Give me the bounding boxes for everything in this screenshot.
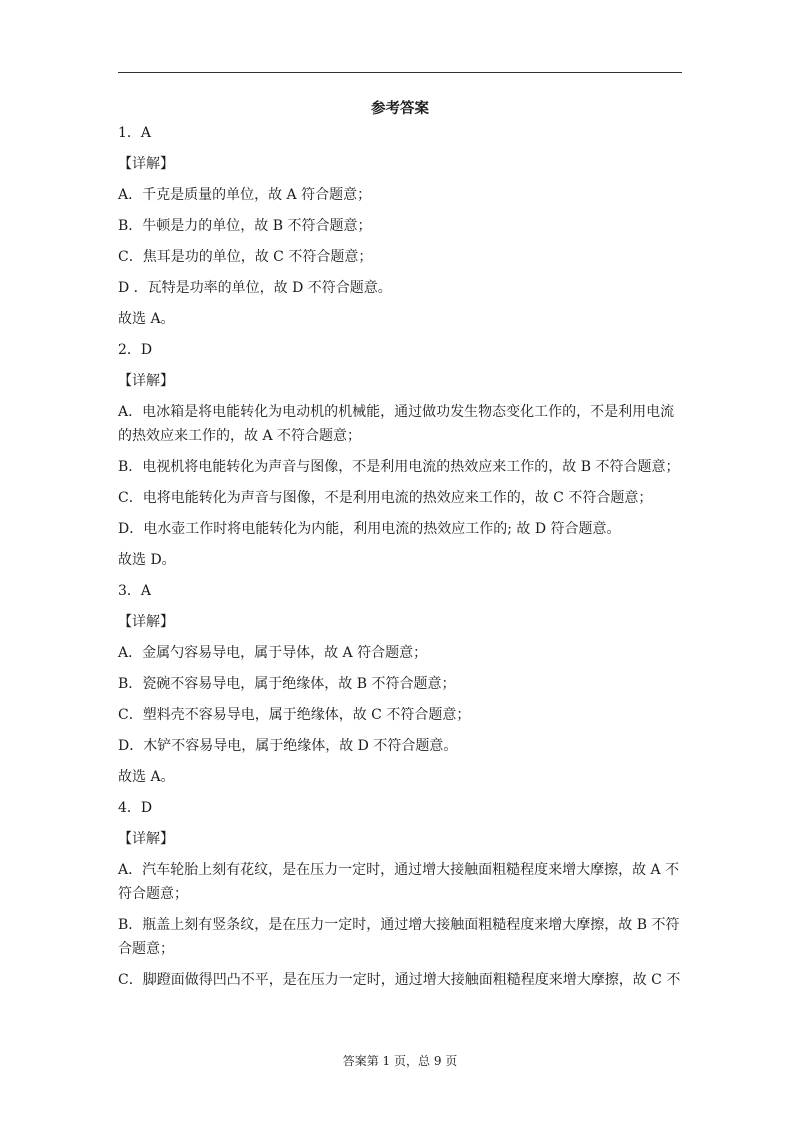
answer-line: A．金属勺容易导电，属于导体，故 A 符合题意； [118, 645, 428, 661]
answer-line: 故选 A。 [118, 311, 175, 327]
answer-line: B．瓶盖上刻有竖条纹，是在压力一定时，通过增大接触面粗糙程度来增大摩擦，故 B 不符 [118, 917, 680, 933]
answer-line: D．电水壶工作时将电能转化为内能，利用电流的热效应工作的; 故 D 符合题意。 [118, 521, 621, 537]
answer-line: 3．A [118, 583, 152, 599]
answer-line: C．焦耳是功的单位，故 C 不符合题意； [118, 249, 373, 265]
answer-line: D．木铲不容易导电，属于绝缘体，故 D 不符合题意。 [118, 738, 458, 754]
answer-line: C．塑料壳不容易导电，属于绝缘体，故 C 不符合题意； [118, 707, 471, 723]
page-title: 参考答案 [371, 100, 429, 117]
answer-line: C．脚蹬面做得凹凸不平，是在压力一定时，通过增大接触面粗糙程度来增大摩擦，故 C 不 [118, 972, 681, 988]
answer-line: 1．A [118, 125, 152, 141]
answer-line: D ．瓦特是功率的单位，故 D 不符合题意。 [118, 280, 392, 296]
answer-line: B．电视机将电能转化为声音与图像，不是利用电流的热效应来工作的，故 B 不符合题意； [118, 459, 680, 475]
answer-line: 故选 A。 [118, 769, 175, 785]
answer-line: 【详解】 [118, 831, 174, 847]
answer-line: B．牛顿是力的单位，故 B 不符合题意； [118, 218, 372, 234]
answer-line: 【详解】 [118, 614, 174, 630]
answer-line: 【详解】 [118, 156, 174, 172]
answer-line: 符合题意； [118, 886, 188, 902]
answer-line: 故选 D。 [118, 552, 176, 568]
answer-line: 【详解】 [118, 373, 174, 389]
answer-line: A．千克是质量的单位，故 A 符合题意； [118, 187, 372, 203]
header-rule [118, 72, 682, 73]
answer-line: 4．D [118, 800, 153, 816]
page-footer: 答案第 1 页，总 9 页 [342, 1054, 458, 1068]
answer-line: A．电冰箱是将电能转化为电动机的机械能，通过做功发生物态变化工作的，不是利用电流 [118, 404, 675, 420]
answer-body [118, 123, 682, 1001]
answer-line: 合题意； [118, 941, 174, 957]
answer-line: 的热效应来工作的，故 A 不符合题意； [118, 428, 362, 444]
answer-line: 2．D [118, 342, 153, 358]
answer-line: A．汽车轮胎上刻有花纹，是在压力一定时，通过增大接触面粗糙程度来增大摩擦，故 A 不 [118, 862, 680, 878]
answer-line: C．电将电能转化为声音与图像，不是利用电流的热效应来工作的，故 C 不符合题意； [118, 490, 653, 506]
answer-line: B．瓷碗不容易导电，属于绝缘体，故 B 不符合题意； [118, 676, 456, 692]
